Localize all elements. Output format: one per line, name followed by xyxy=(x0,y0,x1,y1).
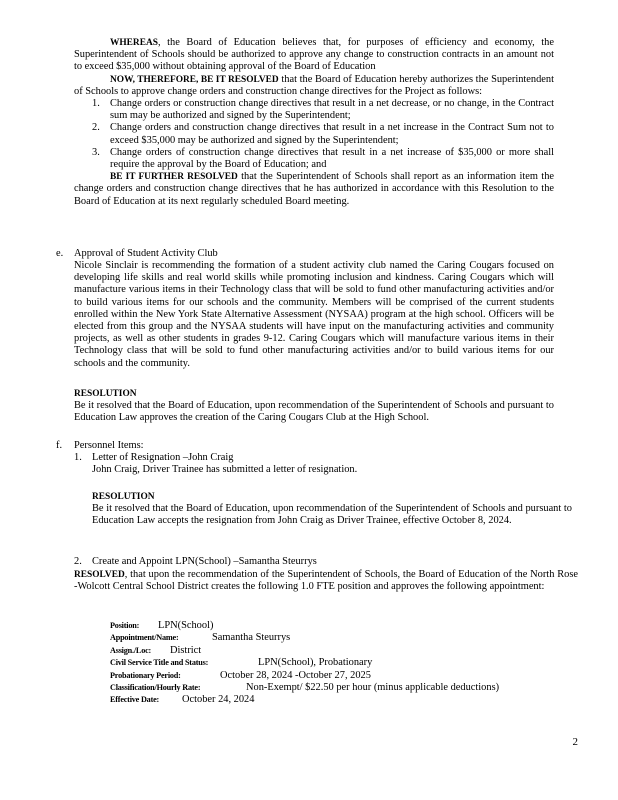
section-f-title: Personnel Items: xyxy=(74,440,144,451)
section-e-title: Approval of Student Activity Club xyxy=(74,248,218,259)
item-2-resolved-paragraph xyxy=(74,569,578,593)
resolution-heading: RESOLUTION xyxy=(74,389,137,399)
section-e-letter: e. xyxy=(56,248,64,259)
appointment-label: Classification/Hourly Rate: xyxy=(110,682,201,692)
list-number: 1. xyxy=(92,98,100,110)
resolved-text: , that upon the recommendation of the Superintendent of Schools, the Board of Education of the North Rose -Wolcott Central School District creates the following 1.0 FTE position and approves the following appointment: xyxy=(74,569,578,593)
appointment-value: Non-Exempt/ $22.50 per hour (minus applicable deductions) xyxy=(246,681,500,693)
now-therefore-keyword: NOW, THEREFORE, BE IT RESOLVED xyxy=(110,74,279,85)
appointment-value: Samantha Steurrys xyxy=(212,632,291,644)
item-2-number: 2. xyxy=(74,556,82,567)
item-2-resolved-block xyxy=(74,569,578,593)
section-e-body xyxy=(74,260,554,370)
further-resolved-keyword: BE IT FURTHER RESOLVED xyxy=(110,172,238,183)
appointment-row xyxy=(110,620,570,632)
appointment-value: LPN(School), Probationary xyxy=(258,657,373,669)
list-number: 3. xyxy=(92,146,100,158)
appointment-value: October 28, 2024 -October 27, 2025 xyxy=(220,669,371,681)
appointment-value: October 24, 2024 xyxy=(182,694,255,706)
whereas-text: , the Board of Education believes that, for purposes of efficiency and economy, the Superintendent of Schools should be authorized to approve any change to construction contracts in an amount not to exceed $35,000 without obtaining approval of the Board of Education xyxy=(74,37,554,73)
resolved-keyword: RESOLVED xyxy=(74,570,125,580)
appointment-row xyxy=(110,645,570,657)
item-1-text-block xyxy=(92,464,572,476)
list-item-text: Change orders or construction change directives that result in a net decrease, or no change, in the Contract sum may be authorized and signed by the Superintendent; xyxy=(110,98,554,122)
appointment-label: Effective Date: xyxy=(110,695,160,705)
further-resolved-text: that the Superintendent of Schools shall report as an information item the change orders and construction change directives that he has authorized in accordance with this Resolution to the Board of Education at its next regularly scheduled Board meeting. xyxy=(74,171,555,207)
list-item xyxy=(74,122,554,146)
appointment-row xyxy=(110,682,570,694)
list-item-text: Change orders and construction change directives that result in a net increase in the Contract Sum not to exceed $35,000 may be authorized and signed by the Superintendent; xyxy=(110,122,554,146)
resolution-text: Be it resolved that the Board of Education, upon recommendation of the Superintendent of Schools and pursuant to Education Law accepts the resignation from John Craig as Driver Trainee, effective October 8, 2024. xyxy=(92,503,572,527)
whereas-paragraph xyxy=(74,37,554,74)
resolution-text: Be it resolved that the Board of Education, upon recommendation of the Superintendent of Schools and pursuant to Education Law approves the creation of the Caring Cougars Club at the High School. xyxy=(74,400,554,424)
item-1-number: 1. xyxy=(74,452,82,463)
appointment-row xyxy=(110,694,570,706)
appointment-label: Assign./Loc: xyxy=(110,645,152,655)
whereas-keyword: WHEREAS xyxy=(110,38,158,48)
section-f-letter: f. xyxy=(56,440,63,451)
whereas-block xyxy=(74,37,554,208)
appointment-value: District xyxy=(170,644,202,656)
item-1-resolution xyxy=(92,491,572,528)
appointment-label: Probationary Period: xyxy=(110,670,181,680)
appointment-value: LPN(School) xyxy=(158,620,214,631)
appointment-row xyxy=(110,670,570,682)
list-item-text: Change orders of construction change directives that result in a net increase of $35,000 or more shall require the approval by the Board of Education; and xyxy=(110,146,554,171)
appointment-row xyxy=(110,657,570,669)
appointment-label: Civil Service Title and Status: xyxy=(110,658,209,668)
item-2-title: Create and Appoint LPN(School) –Samantha Steurrys xyxy=(92,556,317,567)
appointment-row xyxy=(110,632,570,644)
section-e-paragraph: Nicole Sinclair is recommending the formation of a student activity club named the Caring Cougars focused on developing life skills and real world skills while promoting inclusion and kindness. Caring Cougars which will manufacture various items in their Technology class that will be sold to fund other manufacturing activities and/or to build various items for our schools and the community. Members will be comprised of the current students enrolled within the New York State Alternative Assessment (NYSAA) program at the high school. Officers will be elected from this group and the NYSAA students will have input on the manufacturing activities and community projects, as well as other students in grades 9-12. Caring Cougars which will manufacture various items in their Technology class that will be sold to fund other manufacturing activities and/or to build various items for our schools and the community. xyxy=(74,260,554,369)
list-item xyxy=(74,147,554,171)
resolution-heading: RESOLUTION xyxy=(92,492,155,502)
appointment-label: Position: xyxy=(110,621,140,630)
further-resolved-paragraph xyxy=(74,171,554,208)
list-item xyxy=(74,98,554,122)
appointment-label: Appointment/Name: xyxy=(110,633,179,643)
item-1-title: Letter of Resignation –John Craig xyxy=(92,452,234,463)
page-number: 2 xyxy=(572,736,578,748)
now-therefore-text: that the Board of Education hereby authorizes the Superintendent of Schools to approve change orders and construction change directives for the Project as follows: xyxy=(74,73,554,97)
section-e-resolution xyxy=(74,388,554,425)
now-therefore-paragraph xyxy=(74,74,554,98)
change-order-list xyxy=(74,98,554,171)
list-number: 2. xyxy=(92,122,100,134)
appointment-details xyxy=(110,620,570,707)
item-1-text: John Craig, Driver Trainee has submitted a letter of resignation. xyxy=(92,464,358,475)
